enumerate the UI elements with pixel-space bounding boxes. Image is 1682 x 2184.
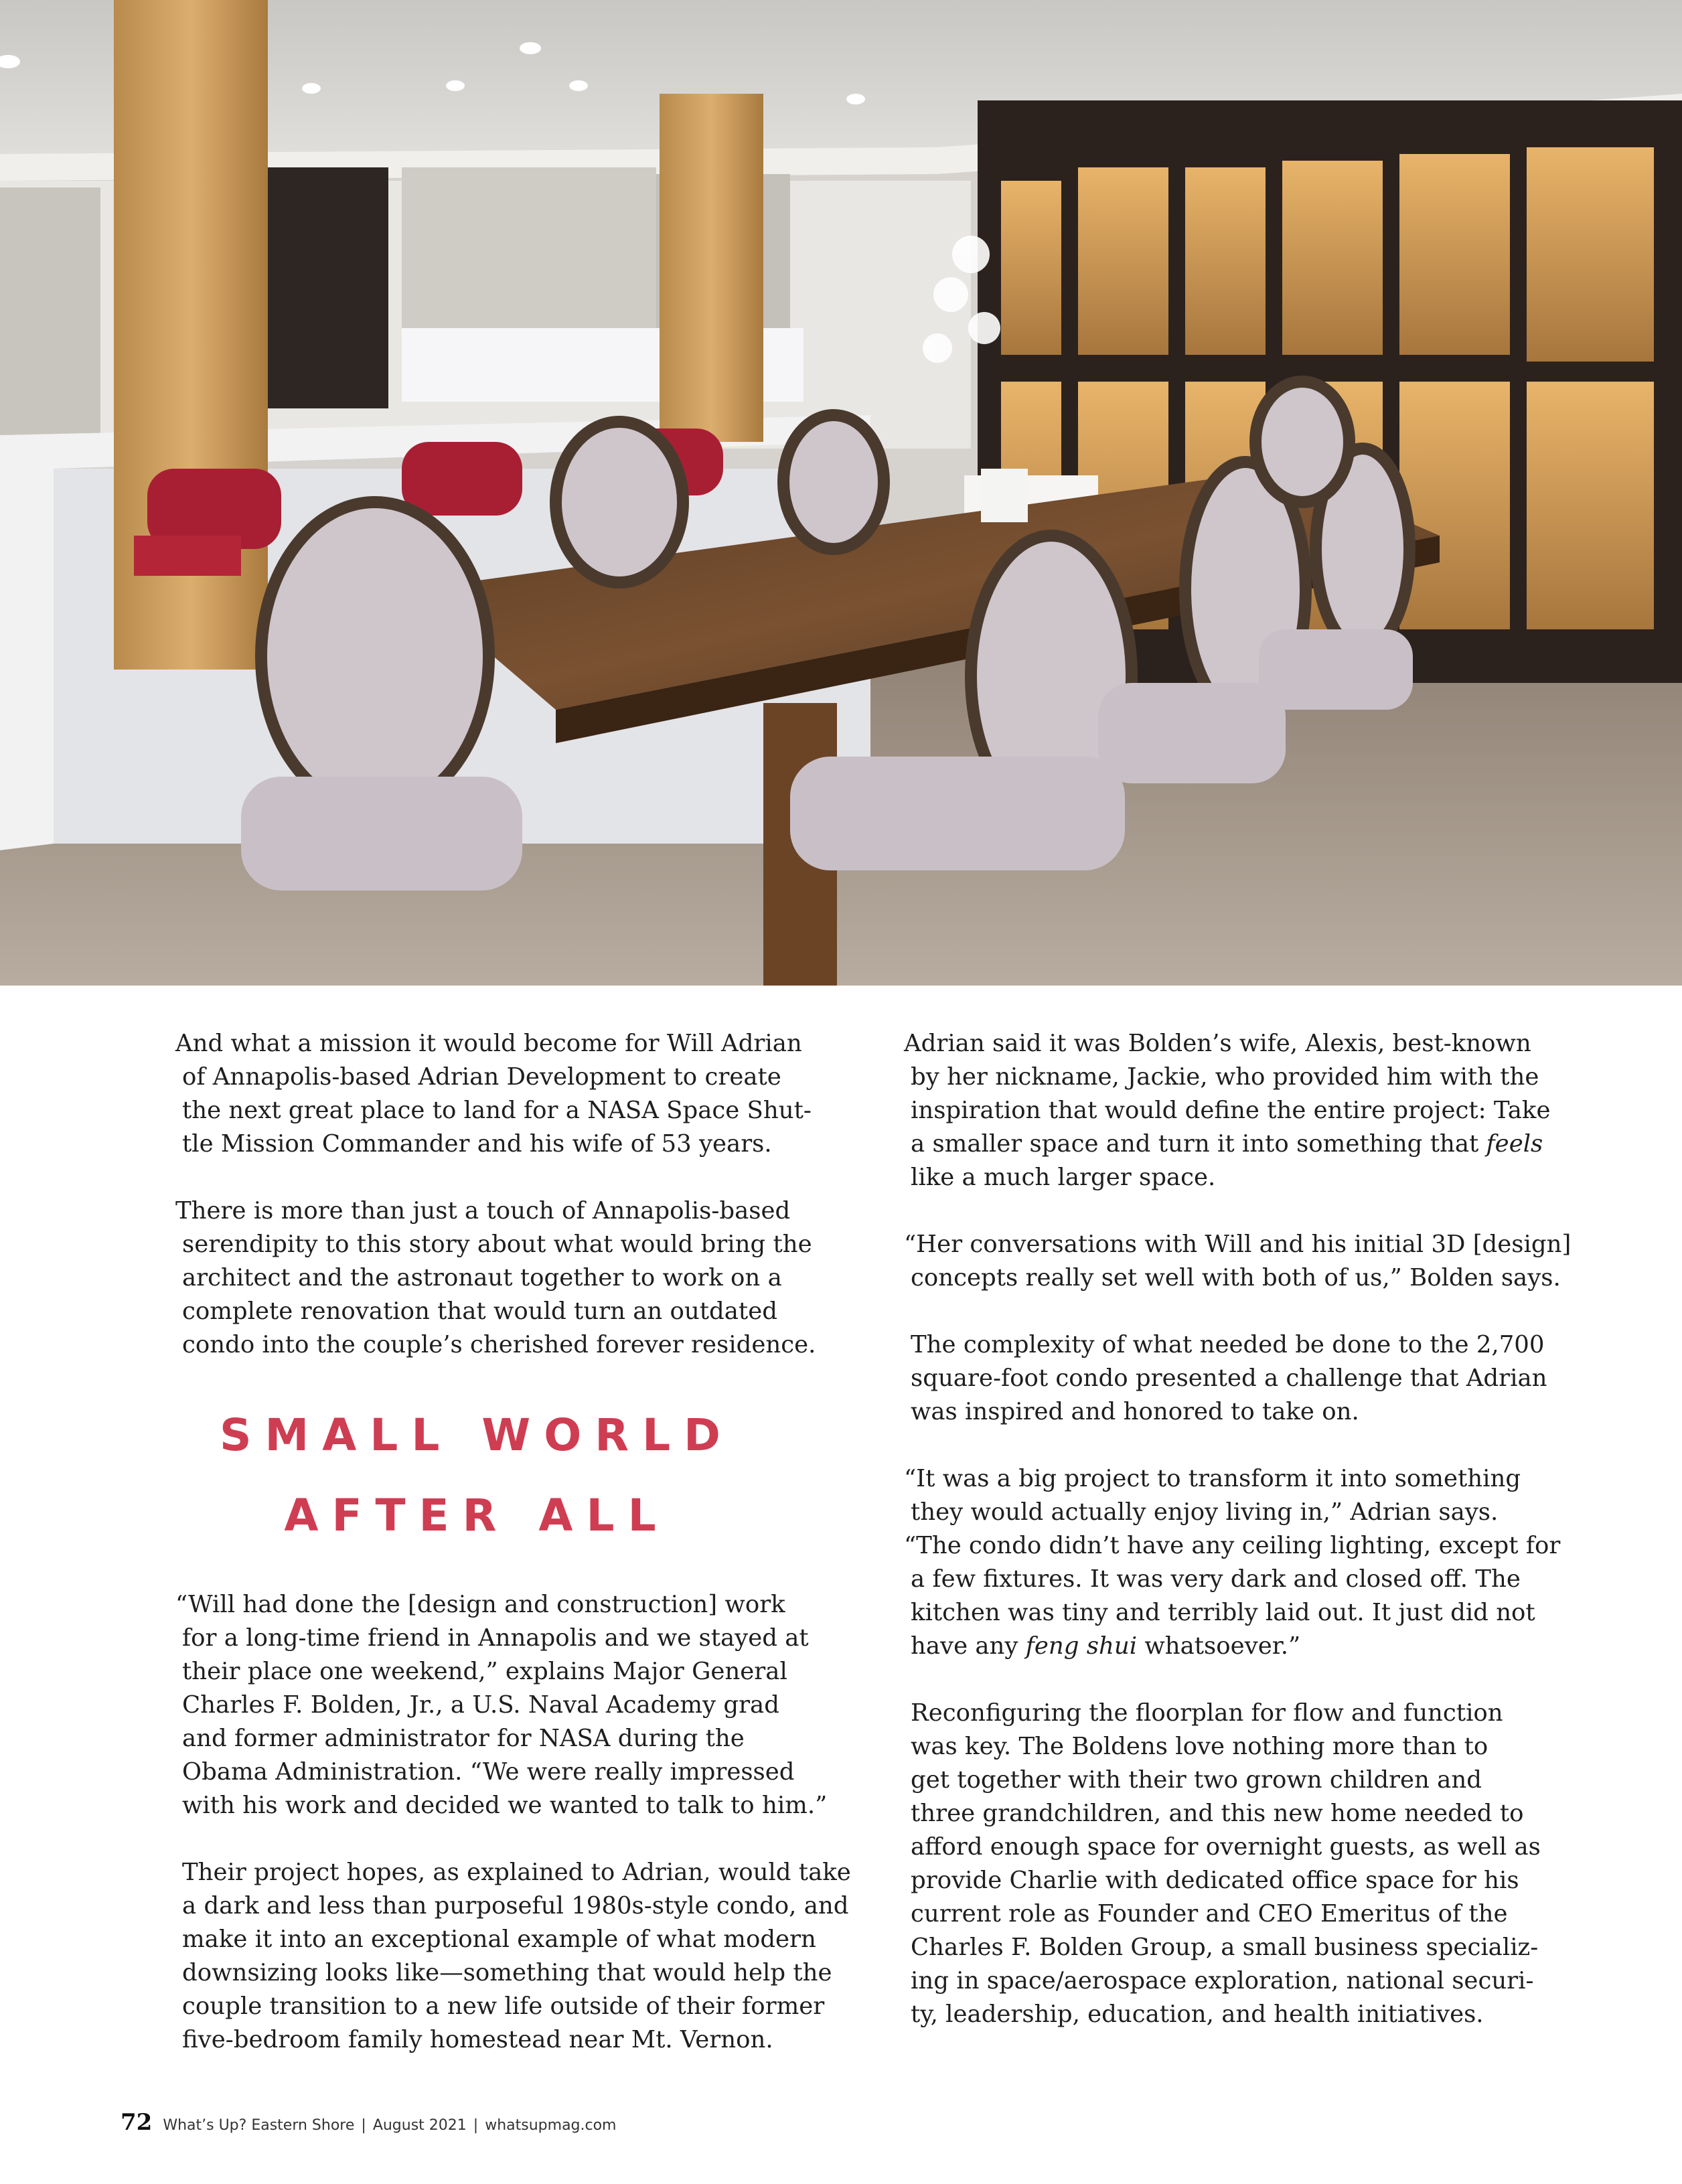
paragraph-project-hopes xyxy=(175,1856,851,2057)
text-line: the next great place to land for a NASA Space Shut- xyxy=(182,1097,812,1124)
text-line: provide Charlie with dedicated office space for his xyxy=(911,1867,1519,1894)
text-line: There is more than just a touch of Annapolis-based xyxy=(175,1197,791,1225)
paragraph-floorplan xyxy=(904,1697,1541,2031)
paragraph-conversations-quote xyxy=(904,1228,1572,1295)
text-line: Charles F. Bolden Group, a small business specializ- xyxy=(911,1934,1539,1961)
paragraph-mission xyxy=(175,1027,812,1161)
text-line: with his work and decided we wanted to talk to him.” xyxy=(182,1792,828,1819)
issue-date: August 2021 xyxy=(372,2117,467,2134)
text-line: their place one weekend,” explains Major General xyxy=(182,1658,787,1685)
dining-room-illustration xyxy=(0,0,1682,986)
text-line: downsizing looks like—something that would help the xyxy=(182,1959,832,1986)
text-line: “Will had done the [design and construction] work xyxy=(175,1591,785,1618)
text-line: get together with their two grown children and xyxy=(911,1766,1482,1794)
text-line: Obama Administration. “We were really impressed xyxy=(182,1758,795,1786)
paragraph-complexity xyxy=(904,1328,1547,1429)
text-line: serendipity to this story about what would bring the xyxy=(182,1231,812,1258)
website: whatsupmag.com xyxy=(485,2117,617,2134)
text-line: Their project hopes, as explained to Adrian, would take xyxy=(182,1859,851,1886)
text-line: architect and the astronaut together to work on a xyxy=(182,1264,782,1292)
text-line xyxy=(904,1127,1543,1161)
text-line: three grandchildren, and this new home needed to xyxy=(911,1800,1524,1827)
text-line: make it into an exceptional example of what modern xyxy=(182,1926,816,1953)
text-line: a dark and less than purposeful 1980s-style condo, and xyxy=(182,1892,849,1920)
italic-word: feels xyxy=(1486,1130,1543,1158)
text-line: complete renovation that would turn an outdated xyxy=(182,1298,777,1325)
heading-line: SMALL WORLD xyxy=(220,1409,734,1461)
text-line: kitchen was tiny and terribly laid out. It just did not xyxy=(911,1599,1535,1626)
paragraph-jackie-inspiration xyxy=(904,1027,1551,1194)
text-line: was key. The Boldens love nothing more than to xyxy=(911,1733,1488,1760)
text-line: for a long-time friend in Annapolis and we stayed at xyxy=(182,1624,809,1652)
text-line: inspiration that would define the entire project: Take xyxy=(911,1097,1551,1124)
text-line xyxy=(904,1630,1511,1663)
section-heading xyxy=(175,1395,778,1556)
paragraph-adrian-quote xyxy=(904,1462,1561,1663)
right-column xyxy=(904,1027,1572,2065)
text-line: current role as Founder and CEO Emeritus of the xyxy=(911,1900,1508,1928)
text-line: Adrian said it was Bolden’s wife, Alexis, best-known xyxy=(904,1030,1531,1057)
text-line: ing in space/aerospace exploration, national securi- xyxy=(911,1967,1534,1995)
text-segment: a smaller space and turn it into something that xyxy=(911,1130,1486,1158)
text-line: tle Mission Commander and his wife of 53 years. xyxy=(182,1130,772,1158)
paragraph-serendipity xyxy=(175,1194,816,1362)
text-line: couple transition to a new life outside of their former xyxy=(182,1993,825,2020)
text-line: concepts really set well with both of us,” Bolden says. xyxy=(911,1264,1561,1292)
text-line: “It was a big project to transform it into something xyxy=(904,1465,1521,1492)
text-line: square-foot condo presented a challenge that Adrian xyxy=(911,1364,1547,1392)
dining-room-photo xyxy=(0,0,1682,986)
text-line: of Annapolis-based Adrian Development to create xyxy=(182,1063,781,1091)
text-line: “The condo didn’t have any ceiling lighting, except for xyxy=(904,1532,1561,1559)
footer-separator: | xyxy=(361,2117,366,2134)
text-segment: have any xyxy=(911,1632,1026,1660)
left-column xyxy=(175,1027,851,2090)
text-line: five-bedroom family homestead near Mt. Vernon. xyxy=(182,2026,773,2053)
text-line: afford enough space for overnight guests, as well as xyxy=(911,1833,1541,1861)
footer-separator: | xyxy=(473,2117,479,2134)
paragraph-bolden-quote xyxy=(175,1588,828,1822)
text-line: Reconfiguring the floorplan for flow and function xyxy=(911,1699,1503,1727)
text-line: condo into the couple’s cherished forever residence. xyxy=(182,1331,816,1358)
text-line: And what a mission it would become for Will Adrian xyxy=(175,1030,802,1057)
heading-line: AFTER ALL xyxy=(284,1490,670,1541)
text-line: Charles F. Bolden, Jr., a U.S. Naval Academy grad xyxy=(182,1691,779,1719)
text-line: The complexity of what needed be done to the 2,700 xyxy=(911,1331,1545,1358)
italic-phrase: feng shui xyxy=(1025,1632,1138,1660)
text-line: was inspired and honored to take on. xyxy=(911,1398,1359,1425)
page-number: 72 xyxy=(121,2109,153,2136)
page-footer xyxy=(121,2109,617,2136)
text-line: a few fixtures. It was very dark and closed off. The xyxy=(911,1565,1521,1593)
text-line: ty, leadership, education, and health initiatives. xyxy=(911,2001,1484,2028)
text-line: by her nickname, Jackie, who provided him with the xyxy=(911,1063,1539,1091)
text-line: “Her conversations with Will and his initial 3D [design] xyxy=(904,1231,1572,1258)
publication-name: What’s Up? Eastern Shore xyxy=(163,2117,355,2134)
text-line: and former administrator for NASA during the xyxy=(182,1725,745,1752)
text-line: they would actually enjoy living in,” Adrian says. xyxy=(911,1498,1499,1526)
text-segment: whatsoever.” xyxy=(1137,1632,1301,1660)
text-line: like a much larger space. xyxy=(911,1164,1216,1191)
